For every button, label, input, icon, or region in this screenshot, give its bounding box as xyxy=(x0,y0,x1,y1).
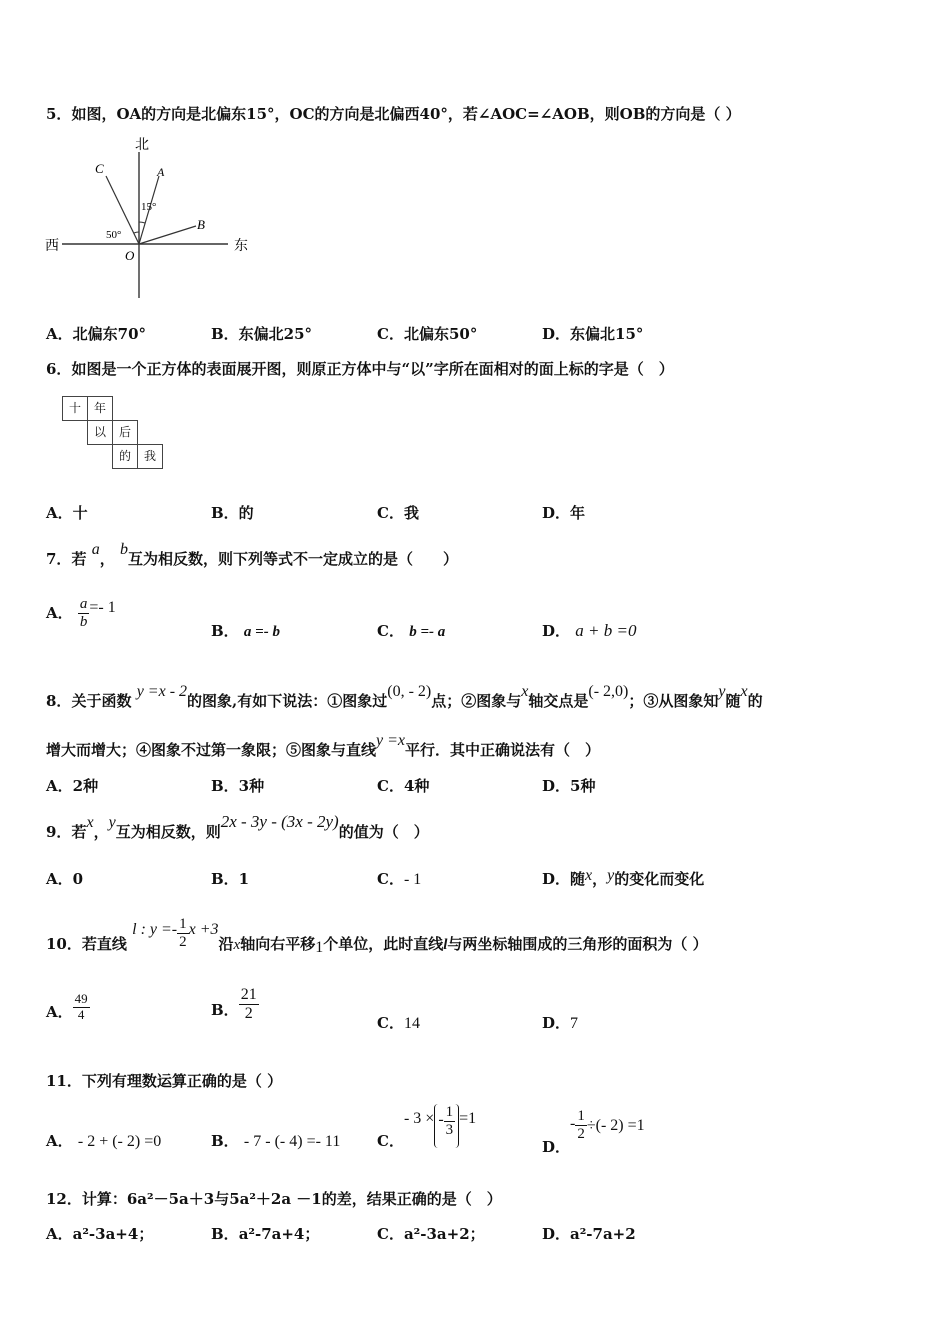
q12-a-expr: a²-3a+4； xyxy=(72,1225,154,1243)
q11-c-den: 3 xyxy=(445,1122,454,1139)
q11-a-expr: - 2 + (- 2) =0 xyxy=(77,1133,162,1150)
q5-angle-15: 15° xyxy=(141,201,157,213)
q7-var-a: a xyxy=(91,541,100,558)
q8-line2-pre: 增大而增大；④图象不过第一象限；⑤图象与直线 xyxy=(46,741,377,759)
q7-c-expr: b =- a xyxy=(409,624,446,640)
q10-f-post: x +3 xyxy=(188,920,219,938)
q6-stem xyxy=(46,358,674,379)
q12-option-d[interactable] xyxy=(542,1223,636,1244)
q10-option-d[interactable] xyxy=(542,1012,578,1033)
q11-c-fraction xyxy=(444,1104,456,1140)
q5-angle-arc-15 xyxy=(139,222,145,223)
q6-option-a[interactable]: A．十 xyxy=(46,504,88,522)
q10-stem xyxy=(46,910,708,956)
q9-option-a[interactable]: A．0 xyxy=(46,870,84,888)
q7-var-b: b xyxy=(119,541,128,558)
q9-d-post: 的变化而变化 xyxy=(614,870,705,888)
q8-option-b[interactable]: B．3种 xyxy=(211,777,265,795)
q8-v1: x xyxy=(521,683,529,700)
q7-number: 7． xyxy=(46,550,72,568)
q9-t1: 若 xyxy=(71,823,87,841)
q6-option-c[interactable]: C．我 xyxy=(377,504,419,522)
q11-b-expr: - 7 - (- 4) =- 11 xyxy=(243,1133,341,1150)
q11-c-post: =1 xyxy=(459,1110,477,1127)
q11-d-num: 1 xyxy=(575,1108,587,1126)
q10-fraction xyxy=(177,916,189,952)
q11-d-post: ÷(- 2) =1 xyxy=(586,1116,645,1134)
q8-point1: (0, - 2) xyxy=(387,683,432,700)
q8-t4: 轴交点是 xyxy=(528,692,589,710)
q7-a-num: a xyxy=(79,596,88,612)
q11-option-a-label: A． xyxy=(46,1132,73,1150)
q10-option-a-label: A． xyxy=(46,1003,73,1022)
q8-option-a[interactable]: A．2种 xyxy=(46,777,99,795)
q7-stem xyxy=(46,541,458,569)
q11-number: 11． xyxy=(46,1072,82,1090)
q7-option-c[interactable] xyxy=(377,620,445,641)
q8-number: 8． xyxy=(46,692,72,710)
q10-f-den: 2 xyxy=(179,934,187,951)
q6-net-cell: 年 xyxy=(87,396,113,421)
q9-option-c[interactable] xyxy=(377,868,421,889)
q8-t5: ；③从图象知 xyxy=(628,692,719,710)
q5-option-b[interactable]: B．东偏北25° xyxy=(211,325,313,343)
q8-t3: 点；②图象与 xyxy=(431,692,522,710)
q11-option-c-label: C． xyxy=(377,1132,404,1150)
q8-stem-line1 xyxy=(46,683,763,711)
q9-v2: y xyxy=(108,814,116,831)
q10-a-den: 4 xyxy=(77,1006,85,1022)
q12-number: 12． xyxy=(46,1190,82,1208)
q12-option-b-label: B． xyxy=(211,1225,239,1243)
q7-option-c-label: C． xyxy=(377,622,404,640)
q5-label-b: B xyxy=(197,217,205,232)
q12-option-a[interactable] xyxy=(46,1223,153,1244)
q11-option-b-label: B． xyxy=(211,1132,239,1150)
q10-f-num: 1 xyxy=(177,916,189,934)
q9-option-c-label: C． xyxy=(377,870,404,888)
q7-text-post: 互为相反数，则下列等式不一定成立的是（ ） xyxy=(127,550,458,568)
q9-sep: ， xyxy=(93,823,109,841)
q5-direction-figure xyxy=(40,130,260,305)
q11-text: 下列有理数运算正确的是（ ） xyxy=(81,1072,283,1090)
q12-option-a-label: A． xyxy=(46,1225,73,1243)
q8-t7: 的 xyxy=(747,692,763,710)
q11-d-fraction xyxy=(575,1108,587,1144)
q11-option-c[interactable] xyxy=(377,1104,476,1148)
q11-d-sign: - xyxy=(570,1114,576,1132)
q10-number: 10． xyxy=(46,934,82,953)
q5-text: 如图，OA的方向是北偏东15°，OC的方向是北偏西40°，若∠AOC=∠AOB，则OB的方向是（ ） xyxy=(71,105,741,123)
q9-d-sep: ， xyxy=(592,870,608,888)
q10-option-d-label: D． xyxy=(542,1014,571,1032)
q10-b-den: 2 xyxy=(244,1005,253,1023)
q12-option-b[interactable] xyxy=(211,1223,319,1244)
q8-line2-post: 平行．其中正确说法有（ ） xyxy=(405,741,601,759)
q8-t6: 随 xyxy=(725,692,741,710)
q7-text-pre: 若 xyxy=(71,550,87,568)
q5-number: 5． xyxy=(46,105,72,123)
q9-option-d-label: D．随 xyxy=(542,870,586,888)
q10-option-b[interactable] xyxy=(211,986,259,1024)
q5-label-a: A xyxy=(157,165,165,179)
q6-option-b[interactable]: B．的 xyxy=(211,504,254,522)
q9-number: 9． xyxy=(46,823,72,841)
q10-t2: 沿 xyxy=(218,934,234,953)
q9-v1: x xyxy=(86,814,94,831)
q5-label-c: C xyxy=(95,161,104,176)
q10-b-num: 21 xyxy=(239,986,259,1005)
q12-stem xyxy=(46,1188,502,1209)
q10-option-c-label: C． xyxy=(377,1014,404,1032)
q10-t5: 与两坐标轴围成的三角形的面积为（ ） xyxy=(447,934,708,953)
q9-option-d[interactable] xyxy=(542,868,704,889)
q9-option-b[interactable]: B．1 xyxy=(211,870,250,888)
q5-angle-50: 50° xyxy=(106,229,122,241)
q7-d-expr: a + b =0 xyxy=(575,621,637,640)
q8-stem-line2 xyxy=(46,732,601,760)
q8-function: y =x - 2 xyxy=(136,683,188,700)
q12-c-expr: a²-3a+2； xyxy=(403,1225,485,1243)
q10-a-fraction xyxy=(73,992,90,1023)
q7-a-rest: =- 1 xyxy=(89,598,116,616)
q9-t3: 的值为（ ） xyxy=(338,823,429,841)
q7-b-expr: a =- b xyxy=(243,624,280,640)
q6-number: 6． xyxy=(46,360,72,378)
q7-a-den: b xyxy=(79,614,88,631)
q10-n1: 1 xyxy=(315,938,324,956)
q11-c-sign: - xyxy=(438,1110,444,1128)
q11-option-b[interactable] xyxy=(211,1130,340,1151)
q10-a-num: 49 xyxy=(74,991,88,1006)
q10-t4: 个单位，此时直线 xyxy=(323,934,444,953)
q6-option-d[interactable]: D．年 xyxy=(542,504,586,522)
q10-option-c[interactable] xyxy=(377,1012,420,1033)
q6-text: 如图是一个正方体的表面展开图，则原正方体中与“以”字所在面相对的面上标的字是（ ） xyxy=(71,360,674,378)
q12-d-expr: a²-7a+2 xyxy=(570,1225,636,1243)
q12-option-c[interactable] xyxy=(377,1223,485,1244)
q5-option-c[interactable]: C．北偏东50° xyxy=(377,325,478,343)
q6-net-cell: 的 xyxy=(112,444,138,469)
q9-d-v2: y xyxy=(607,867,615,884)
q11-c-num: 1 xyxy=(444,1104,456,1122)
q8-t1: 关于函数 xyxy=(71,692,132,710)
q10-f-pre: l : y =- xyxy=(132,920,178,938)
q9-d-v1: x xyxy=(585,867,593,884)
q9-stem xyxy=(46,812,429,842)
q10-v2: l xyxy=(443,936,448,953)
q7-option-a-fraction xyxy=(78,596,90,632)
q10-d-val: 7 xyxy=(570,1015,579,1032)
q11-option-a[interactable] xyxy=(46,1130,161,1151)
q7-option-a[interactable] xyxy=(46,596,116,632)
q5-label-east: 东 xyxy=(234,238,248,254)
q9-t2: 互为相反数，则 xyxy=(115,823,221,841)
q12-option-c-label: C． xyxy=(377,1225,404,1243)
q10-option-b-label: B． xyxy=(211,1000,239,1019)
q5-option-a[interactable]: A．北偏东70° xyxy=(46,325,147,343)
q8-option-d[interactable]: D．5种 xyxy=(542,777,596,795)
q7-option-b-label: B． xyxy=(211,622,239,640)
q5-option-d[interactable]: D．东偏北15° xyxy=(542,325,644,343)
q5-label-o: O xyxy=(125,248,135,263)
q8-v2: y xyxy=(718,683,726,700)
q9-c-val: - 1 xyxy=(403,871,422,888)
q8-point2: (- 2,0) xyxy=(588,683,629,700)
q8-v3: x xyxy=(740,683,748,700)
q8-option-c[interactable]: C．4种 xyxy=(377,777,430,795)
q6-net-cell: 以 xyxy=(87,420,113,445)
q11-stem xyxy=(46,1070,282,1091)
q5-stem xyxy=(46,103,741,124)
q5-label-north: 北 xyxy=(135,137,149,153)
q11-option-d-label: D． xyxy=(542,1137,571,1156)
q7-option-d[interactable] xyxy=(542,620,636,641)
q5-angle-arc-50 xyxy=(134,232,139,233)
q12-text: 计算：6a²－5a＋3与5a²＋2a －1的差，结果正确的是（ ） xyxy=(81,1190,502,1208)
q6-net-cell: 十 xyxy=(62,396,88,421)
q9-expression: 2x - 3y - (3x - 2y) xyxy=(220,812,339,831)
q8-t2: 的图象,有如下说法：①图象过 xyxy=(187,692,388,710)
q12-option-d-label: D． xyxy=(542,1225,571,1243)
q10-t3: 轴向右平移 xyxy=(240,934,316,953)
q7-option-b[interactable] xyxy=(211,620,280,641)
q10-v1: x xyxy=(233,936,241,953)
q6-net-cell: 后 xyxy=(112,420,138,445)
q7-sep: ， xyxy=(99,550,115,568)
q5-ray-ob xyxy=(139,226,196,244)
q11-option-d[interactable] xyxy=(542,1108,645,1156)
q10-t1: 若直线 xyxy=(81,934,127,953)
q5-label-west: 西 xyxy=(45,238,59,254)
q7-option-d-label: D． xyxy=(542,622,571,640)
q7-option-a-label: A． xyxy=(46,603,73,622)
q10-b-fraction xyxy=(239,986,259,1024)
q6-cube-net xyxy=(62,396,172,476)
q10-c-val: 14 xyxy=(403,1015,420,1032)
q12-b-expr: a²-7a+4； xyxy=(238,1225,320,1243)
q10-option-a[interactable] xyxy=(46,992,90,1023)
q11-c-pre: - 3 × xyxy=(403,1110,435,1127)
q11-d-den: 2 xyxy=(577,1126,585,1143)
q6-net-cell: 我 xyxy=(137,444,163,469)
q11-c-paren xyxy=(434,1104,459,1148)
q8-line: y =x xyxy=(376,732,406,749)
